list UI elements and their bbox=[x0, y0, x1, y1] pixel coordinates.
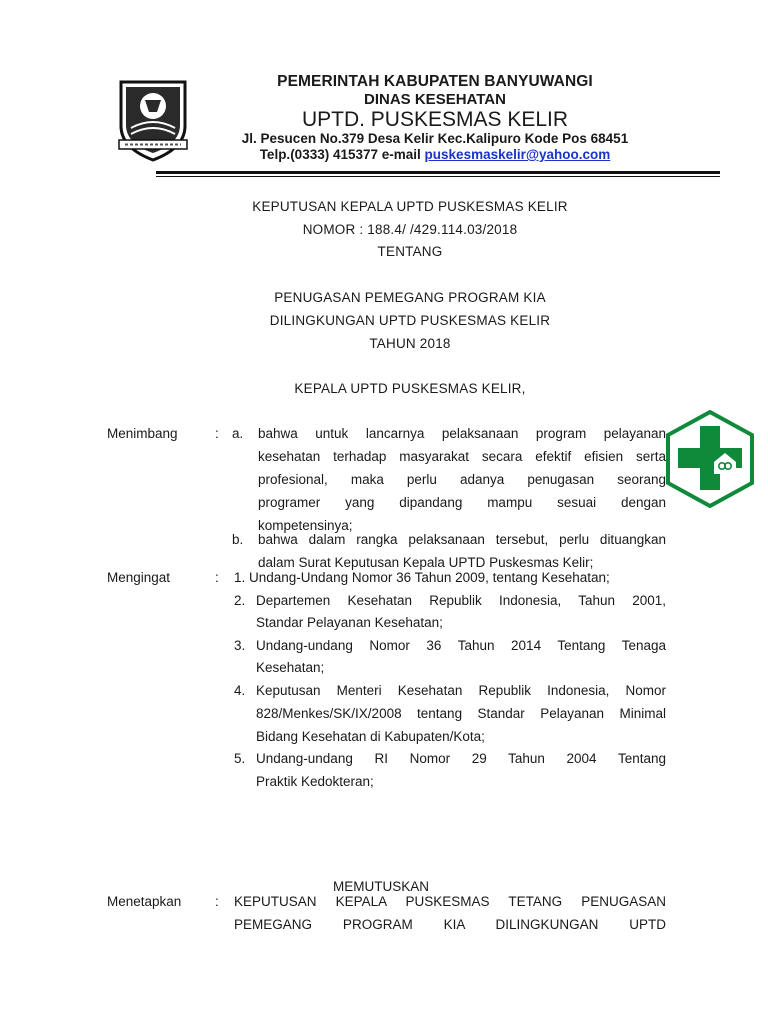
letterhead-agency: DINAS KESEHATAN bbox=[364, 91, 506, 108]
legal-basis-line: Bidang Kesehatan di Kabupaten/Kota; bbox=[256, 729, 485, 744]
legal-basis-line: Praktik Kedokteran; bbox=[256, 774, 374, 789]
letterhead-institution: UPTD. PUSKESMAS KELIR bbox=[301, 108, 569, 131]
email-link[interactable]: puskesmaskelir@yahoo.com bbox=[424, 147, 611, 162]
section-label-menetapkan: Menetapkan bbox=[107, 894, 182, 909]
letterhead-phone: Telp.(0333) 415377 e-mail bbox=[259, 147, 421, 162]
legal-basis-line: Departemen Kesehatan Republik Indonesia, Tahun 2001, bbox=[256, 593, 666, 608]
section-colon: : bbox=[215, 894, 219, 909]
legal-basis-line: Kesehatan; bbox=[256, 660, 325, 675]
consideration-b-line: bahwa dalam rangka pelaksanaan tersebut, perlu dituangkan bbox=[258, 532, 666, 547]
letterhead-address: Jl. Pesucen No.379 Desa Kelir Kec.Kalipuro Kode Pos 68451 bbox=[241, 131, 629, 146]
consideration-b-line: dalam Surat Keputusan Kepala UPTD Puskesmas Kelir; bbox=[258, 555, 594, 570]
letterhead-contact bbox=[200, 147, 670, 162]
section-colon: : bbox=[215, 570, 219, 585]
consideration-a-line: kompetensinya; bbox=[258, 518, 353, 533]
legal-basis-line: 828/Menkes/SK/IX/2008 tentang Standar Pelayanan Minimal bbox=[256, 706, 666, 721]
decree-number: NOMOR : 188.4/ /429.114.03/2018 bbox=[302, 222, 518, 237]
consideration-a-line: kesehatan terhadap masyarakat secara efektif efisien serta bbox=[258, 449, 666, 464]
decree-issuer: KEPALA UPTD PUSKESMAS KELIR, bbox=[294, 381, 526, 396]
list-marker: 4. bbox=[234, 683, 246, 698]
puskesmas-green-cross-icon bbox=[662, 410, 758, 508]
decision-line: PEMEGANG PROGRAM KIA DILINGKUNGAN UPTD bbox=[234, 917, 666, 932]
decree-title: KEPUTUSAN KEPALA UPTD PUSKESMAS KELIR bbox=[252, 199, 568, 214]
list-marker: 5. bbox=[234, 751, 246, 766]
list-marker: 3. bbox=[234, 638, 246, 653]
consideration-a-line: bahwa untuk lancarnya pelaksanaan program pelayanan bbox=[258, 426, 666, 441]
legal-basis-line: Undang-undang Nomor 36 Tahun 2014 Tentang Tenaga bbox=[256, 638, 666, 653]
letterhead-government: PEMERINTAH KABUPATEN BANYUWANGI bbox=[277, 73, 593, 90]
list-marker: a. bbox=[232, 426, 244, 441]
decree-year: TAHUN 2018 bbox=[369, 336, 451, 351]
consideration-a-line: programer yang dipandang mampu sesuai dengan bbox=[258, 495, 666, 510]
legal-basis-line: Undang-undang RI Nomor 29 Tahun 2004 Tentang bbox=[256, 751, 666, 766]
consideration-a-line: profesional, maka perlu adanya penugasan seorang bbox=[258, 472, 666, 487]
decision-heading: MEMUTUSKAN bbox=[333, 879, 430, 894]
decree-about: TENTANG bbox=[377, 244, 443, 259]
section-colon: : bbox=[215, 426, 219, 441]
section-label-menimbang: Menimbang bbox=[107, 426, 178, 441]
decree-subject-line-2: DILINGKUNGAN UPTD PUSKESMAS KELIR bbox=[269, 313, 551, 328]
list-marker: 2. bbox=[234, 593, 246, 608]
section-label-mengingat: Mengingat bbox=[107, 570, 171, 585]
letterhead-divider-thick bbox=[156, 171, 720, 174]
letterhead-divider-thin bbox=[156, 176, 720, 177]
legal-basis-item: 1. Undang-Undang Nomor 36 Tahun 2009, tentang Kesehatan; bbox=[234, 570, 610, 585]
decree-subject-line-1: PENUGASAN PEMEGANG PROGRAM KIA bbox=[274, 290, 546, 305]
legal-basis-line: Standar Pelayanan Kesehatan; bbox=[256, 615, 443, 630]
banyuwangi-regency-seal-icon bbox=[115, 76, 191, 162]
list-marker: b. bbox=[232, 532, 244, 547]
legal-basis-line: Keputusan Menteri Kesehatan Republik Indonesia, Nomor bbox=[256, 683, 666, 698]
decision-line: KEPUTUSAN KEPALA PUSKESMAS TETANG PENUGASAN bbox=[234, 894, 666, 909]
